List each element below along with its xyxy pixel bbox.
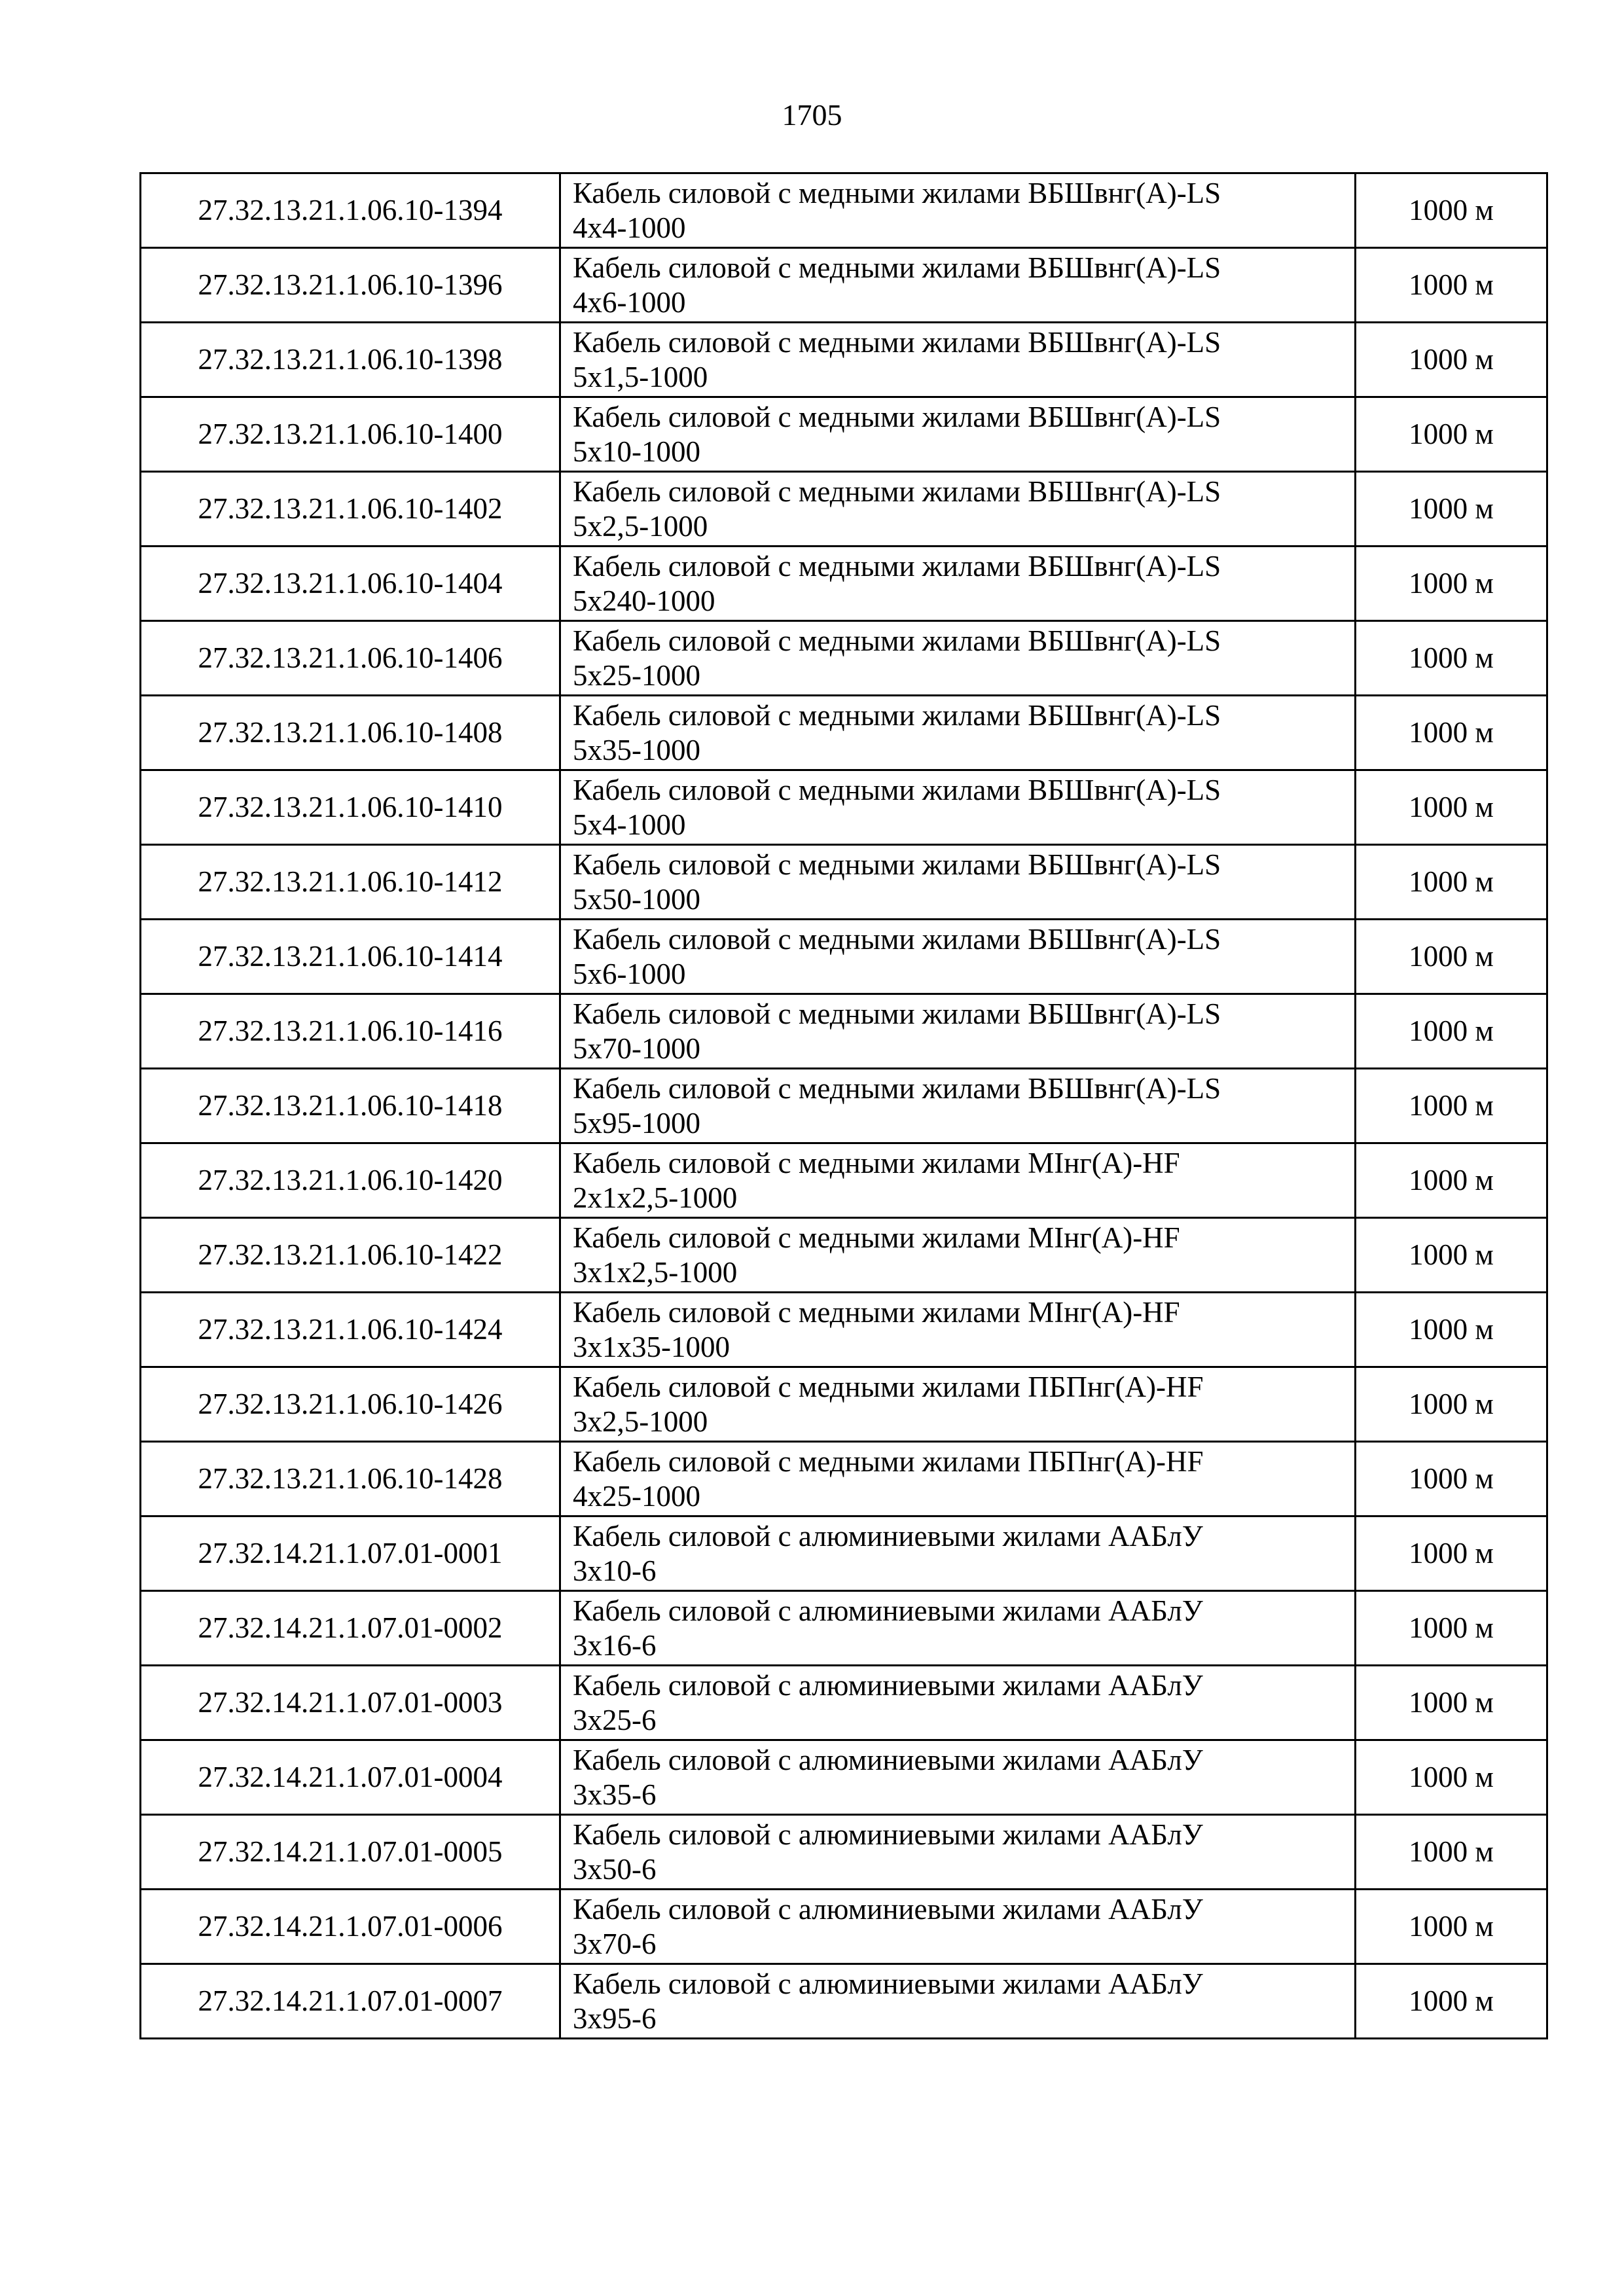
table-row [141, 920, 1547, 994]
unit-cell: 1000 м [1356, 1442, 1547, 1516]
resource-description-cell [560, 1666, 1356, 1740]
resource-code-cell: 27.32.14.21.1.07.01-0001 [141, 1516, 560, 1591]
resource-code-cell: 27.32.13.21.1.06.10-1428 [141, 1442, 560, 1516]
resource-description-cell [560, 1964, 1356, 2039]
description-line-2: 3х16-6 [573, 1628, 657, 1662]
unit-cell: 1000 м [1356, 1143, 1547, 1218]
unit-cell: 1000 м [1356, 397, 1547, 472]
table-row [141, 845, 1547, 920]
table-row [141, 1442, 1547, 1516]
unit-cell: 1000 м [1356, 1218, 1547, 1293]
table-row [141, 1591, 1547, 1666]
description-line-1: Кабель силовой с медными жилами ВБШвнг(А)-LS [573, 1071, 1221, 1105]
resource-code-cell: 27.32.13.21.1.06.10-1418 [141, 1069, 560, 1143]
unit-cell: 1000 м [1356, 173, 1547, 248]
table-row [141, 1367, 1547, 1442]
resource-code-cell: 27.32.14.21.1.07.01-0007 [141, 1964, 560, 2039]
resource-code-cell: 27.32.14.21.1.07.01-0004 [141, 1740, 560, 1815]
unit-cell: 1000 м [1356, 994, 1547, 1069]
unit-cell: 1000 м [1356, 1740, 1547, 1815]
table-body [141, 173, 1547, 2039]
description-line-2: 5х25-1000 [573, 658, 700, 692]
resource-description-cell [560, 1740, 1356, 1815]
description-line-1: Кабель силовой с медными жилами ВБШвнг(А)-LS [573, 251, 1221, 284]
resource-description-cell [560, 770, 1356, 845]
table-row [141, 1666, 1547, 1740]
description-line-1: Кабель силовой с медными жилами ПБПнг(А)-HF [573, 1370, 1204, 1403]
description-line-1: Кабель силовой с алюминиевыми жилами ААБлУ [573, 1594, 1203, 1627]
resource-description-cell [560, 1143, 1356, 1218]
resource-code-cell: 27.32.13.21.1.06.10-1402 [141, 472, 560, 547]
table-row [141, 472, 1547, 547]
resource-code-cell: 27.32.13.21.1.06.10-1422 [141, 1218, 560, 1293]
resource-description-cell [560, 621, 1356, 696]
table-row [141, 621, 1547, 696]
table-row [141, 1740, 1547, 1815]
table-row [141, 1516, 1547, 1591]
resource-description-cell [560, 397, 1356, 472]
description-line-2: 3х1х2,5-1000 [573, 1255, 738, 1289]
description-line-1: Кабель силовой с алюминиевыми жилами ААБлУ [573, 1892, 1203, 1926]
description-line-2: 4х25-1000 [573, 1479, 700, 1513]
description-line-1: Кабель силовой с медными жилами МІнг(А)-HF [573, 1221, 1180, 1254]
description-line-1: Кабель силовой с медными жилами ВБШвнг(А)-LS [573, 848, 1221, 881]
table-row [141, 1143, 1547, 1218]
table-row [141, 1964, 1547, 2039]
table-row [141, 1815, 1547, 1890]
description-line-2: 5х95-1000 [573, 1106, 700, 1139]
description-line-2: 3х2,5-1000 [573, 1405, 708, 1438]
resource-description-cell [560, 1293, 1356, 1367]
table-row [141, 1293, 1547, 1367]
resource-code-cell: 27.32.13.21.1.06.10-1394 [141, 173, 560, 248]
table-row [141, 173, 1547, 248]
unit-cell: 1000 м [1356, 845, 1547, 920]
resource-code-cell: 27.32.13.21.1.06.10-1410 [141, 770, 560, 845]
description-line-2: 2х1х2,5-1000 [573, 1181, 738, 1214]
resource-code-cell: 27.32.14.21.1.07.01-0003 [141, 1666, 560, 1740]
unit-cell: 1000 м [1356, 1964, 1547, 2039]
table-row [141, 994, 1547, 1069]
resource-description-cell [560, 994, 1356, 1069]
table-row [141, 1890, 1547, 1964]
resource-description-cell [560, 920, 1356, 994]
description-line-2: 3х35-6 [573, 1778, 657, 1811]
resource-description-cell [560, 1516, 1356, 1591]
resource-description-cell [560, 1442, 1356, 1516]
unit-cell: 1000 м [1356, 696, 1547, 770]
description-line-1: Кабель силовой с медными жилами МІнг(А)-HF [573, 1146, 1180, 1179]
resource-code-cell: 27.32.13.21.1.06.10-1404 [141, 547, 560, 621]
unit-cell: 1000 м [1356, 920, 1547, 994]
unit-cell: 1000 м [1356, 621, 1547, 696]
resource-description-cell [560, 547, 1356, 621]
description-line-2: 5х50-1000 [573, 882, 700, 916]
resource-code-cell: 27.32.13.21.1.06.10-1398 [141, 323, 560, 397]
unit-cell: 1000 м [1356, 1293, 1547, 1367]
description-line-1: Кабель силовой с медными жилами ВБШвнг(А)-LS [573, 997, 1221, 1030]
resource-code-cell: 27.32.13.21.1.06.10-1414 [141, 920, 560, 994]
description-line-1: Кабель силовой с медными жилами ПБПнг(А)-HF [573, 1444, 1204, 1478]
table-row [141, 323, 1547, 397]
cable-table [139, 172, 1548, 2039]
unit-cell: 1000 м [1356, 1516, 1547, 1591]
table-row [141, 397, 1547, 472]
description-line-1: Кабель силовой с медными жилами ВБШвнг(А)-LS [573, 325, 1221, 359]
resource-code-cell: 27.32.13.21.1.06.10-1406 [141, 621, 560, 696]
table-row [141, 696, 1547, 770]
unit-cell: 1000 м [1356, 1666, 1547, 1740]
resource-description-cell [560, 696, 1356, 770]
description-line-2: 5х2,5-1000 [573, 509, 708, 543]
description-line-2: 5х240-1000 [573, 584, 715, 617]
table-row [141, 547, 1547, 621]
resource-code-cell: 27.32.13.21.1.06.10-1412 [141, 845, 560, 920]
description-line-2: 5х1,5-1000 [573, 360, 708, 393]
resource-code-cell: 27.32.13.21.1.06.10-1426 [141, 1367, 560, 1442]
resource-description-cell [560, 1890, 1356, 1964]
resource-code-cell: 27.32.13.21.1.06.10-1400 [141, 397, 560, 472]
description-line-1: Кабель силовой с медными жилами ВБШвнг(А)-LS [573, 176, 1221, 209]
resource-description-cell [560, 1815, 1356, 1890]
description-line-2: 5х6-1000 [573, 957, 686, 990]
resource-description-cell [560, 323, 1356, 397]
description-line-2: 3х1х35-1000 [573, 1330, 730, 1363]
unit-cell: 1000 м [1356, 248, 1547, 323]
description-line-2: 3х50-6 [573, 1852, 657, 1886]
resource-description-cell [560, 1591, 1356, 1666]
description-line-2: 5х10-1000 [573, 435, 700, 468]
resource-code-cell: 27.32.14.21.1.07.01-0005 [141, 1815, 560, 1890]
description-line-2: 5х70-1000 [573, 1031, 700, 1065]
resource-description-cell [560, 1218, 1356, 1293]
description-line-1: Кабель силовой с медными жилами ВБШвнг(А)-LS [573, 922, 1221, 956]
unit-cell: 1000 м [1356, 1069, 1547, 1143]
table-row [141, 1069, 1547, 1143]
resource-description-cell [560, 1069, 1356, 1143]
description-line-1: Кабель силовой с медными жилами ВБШвнг(А)-LS [573, 549, 1221, 583]
unit-cell: 1000 м [1356, 323, 1547, 397]
description-line-2: 3х25-6 [573, 1703, 657, 1736]
table-row [141, 770, 1547, 845]
unit-cell: 1000 м [1356, 547, 1547, 621]
description-line-1: Кабель силовой с медными жилами ВБШвнг(А)-LS [573, 773, 1221, 806]
resource-description-cell [560, 173, 1356, 248]
unit-cell: 1000 м [1356, 1890, 1547, 1964]
description-line-2: 5х4-1000 [573, 808, 686, 841]
description-line-2: 4х6-1000 [573, 285, 686, 319]
description-line-1: Кабель силовой с алюминиевыми жилами ААБлУ [573, 1668, 1203, 1702]
resource-code-cell: 27.32.14.21.1.07.01-0006 [141, 1890, 560, 1964]
page-number: 1705 [782, 98, 842, 132]
unit-cell: 1000 м [1356, 472, 1547, 547]
resource-code-cell: 27.32.13.21.1.06.10-1420 [141, 1143, 560, 1218]
resource-description-cell [560, 845, 1356, 920]
resource-description-cell [560, 472, 1356, 547]
resource-code-cell: 27.32.13.21.1.06.10-1396 [141, 248, 560, 323]
description-line-1: Кабель силовой с алюминиевыми жилами ААБлУ [573, 1743, 1203, 1776]
description-line-2: 4х4-1000 [573, 211, 686, 244]
table-row [141, 248, 1547, 323]
description-line-1: Кабель силовой с медными жилами ВБШвнг(А)-LS [573, 400, 1221, 433]
description-line-2: 3х95-6 [573, 2001, 657, 2035]
unit-cell: 1000 м [1356, 770, 1547, 845]
description-line-1: Кабель силовой с медными жилами ВБШвнг(А)-LS [573, 475, 1221, 508]
description-line-1: Кабель силовой с алюминиевыми жилами ААБлУ [573, 1818, 1203, 1851]
resource-code-cell: 27.32.14.21.1.07.01-0002 [141, 1591, 560, 1666]
table-row [141, 1218, 1547, 1293]
resource-code-cell: 27.32.13.21.1.06.10-1416 [141, 994, 560, 1069]
resource-code-cell: 27.32.13.21.1.06.10-1408 [141, 696, 560, 770]
resource-code-cell: 27.32.13.21.1.06.10-1424 [141, 1293, 560, 1367]
description-line-2: 3х70-6 [573, 1927, 657, 1960]
description-line-1: Кабель силовой с алюминиевыми жилами ААБлУ [573, 1967, 1203, 2000]
description-line-1: Кабель силовой с медными жилами ВБШвнг(А)-LS [573, 698, 1221, 732]
unit-cell: 1000 м [1356, 1815, 1547, 1890]
resource-description-cell [560, 1367, 1356, 1442]
unit-cell: 1000 м [1356, 1591, 1547, 1666]
description-line-1: Кабель силовой с алюминиевыми жилами ААБлУ [573, 1519, 1203, 1552]
description-line-1: Кабель силовой с медными жилами МІнг(А)-HF [573, 1295, 1180, 1329]
description-line-2: 3х10-6 [573, 1554, 657, 1587]
unit-cell: 1000 м [1356, 1367, 1547, 1442]
description-line-2: 5х35-1000 [573, 733, 700, 766]
description-line-1: Кабель силовой с медными жилами ВБШвнг(А)-LS [573, 624, 1221, 657]
resource-description-cell [560, 248, 1356, 323]
